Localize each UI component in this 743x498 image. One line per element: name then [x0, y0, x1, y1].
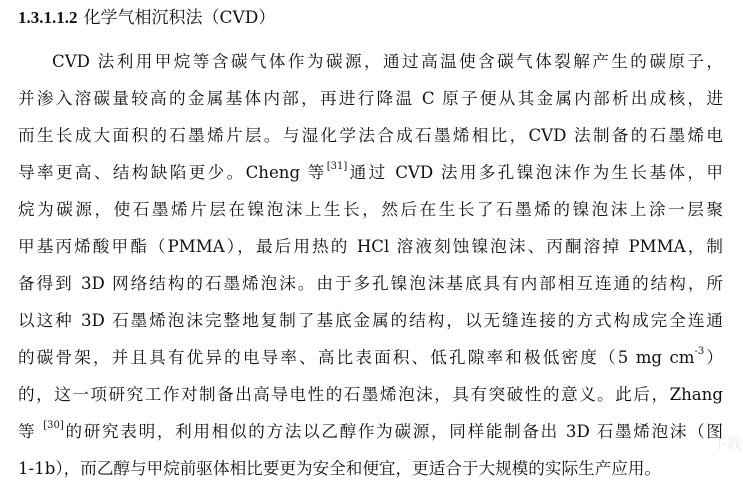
paragraph-line-2: 并渗入溶碳量较高的金属基体内部，再进行降温 C 原子便从其金属内部析出成核，进 [18, 89, 723, 108]
paragraph-line-12: 1-1b），而乙醇与甲烷前驱体相比要更为安全和便宜，更适合于大规模的实际生产应用。 [18, 459, 662, 478]
paragraph-line-6: 甲基丙烯酸甲酯（PMMA），最后用热的 HCl 溶液刻蚀镍泡沫、丙酮溶掉 PMMA，制 [18, 237, 723, 256]
paragraph-line-11: 等 [30]的研究表明，利用相似的方法以乙醇作为碳源，同样能制备出 3D 石墨烯泡沫（图 [18, 420, 723, 441]
citation-cheng: [31] [326, 161, 348, 173]
paragraph-line-8: 以这种 3D 石墨烯泡沫完整地复制了基底金属的结构，以无缝连接的方式构成完全连通 [18, 311, 723, 330]
paragraph-line-5: 烷为碳源，使石墨烯片层在镍泡沫上生长，然后在生长了石墨烯的镍泡沫上涂一层聚 [18, 200, 723, 219]
section-number: 1.3.1.1.2 [18, 8, 78, 27]
paragraph-line-10: 的，这一项研究工作对制备出高导电性的石墨烯泡沫，具有突破性的意义。此后，Zhang [18, 385, 723, 404]
section-heading [18, 6, 275, 30]
watermark-logo: 下载 [713, 437, 741, 453]
paragraph-line-1: CVD 法利用甲烷等含碳气体作为碳源，通过高温使含碳气体裂解产生的碳原子， [52, 52, 723, 71]
density-exponent: -3 [694, 346, 705, 358]
paragraph-line-9: 的碳骨架，并且具有优异的电导率、高比表面积、低孔隙率和极低密度（5 mg $cm^{-3}$） [18, 346, 723, 367]
paragraph-line-7: 备得到 3D 网络结构的石墨烯泡沫。由于多孔镍泡沫基底具有内部相互连通的结构，所 [18, 274, 723, 293]
section-title: 化学气相沉积法（CVD） [83, 8, 276, 28]
citation-zhang: [30] [43, 420, 64, 432]
paragraph-line-4: 导率更高、结构缺陷更少。Cheng 等[31]通过 CVD 法用多孔镍泡沫作为生长基体，甲 [18, 161, 723, 182]
paragraph-line-3: 而生长成大面积的石墨烯片层。与湿化学法合成石墨烯相比，CVD 法制备的石墨烯电 [18, 126, 723, 145]
